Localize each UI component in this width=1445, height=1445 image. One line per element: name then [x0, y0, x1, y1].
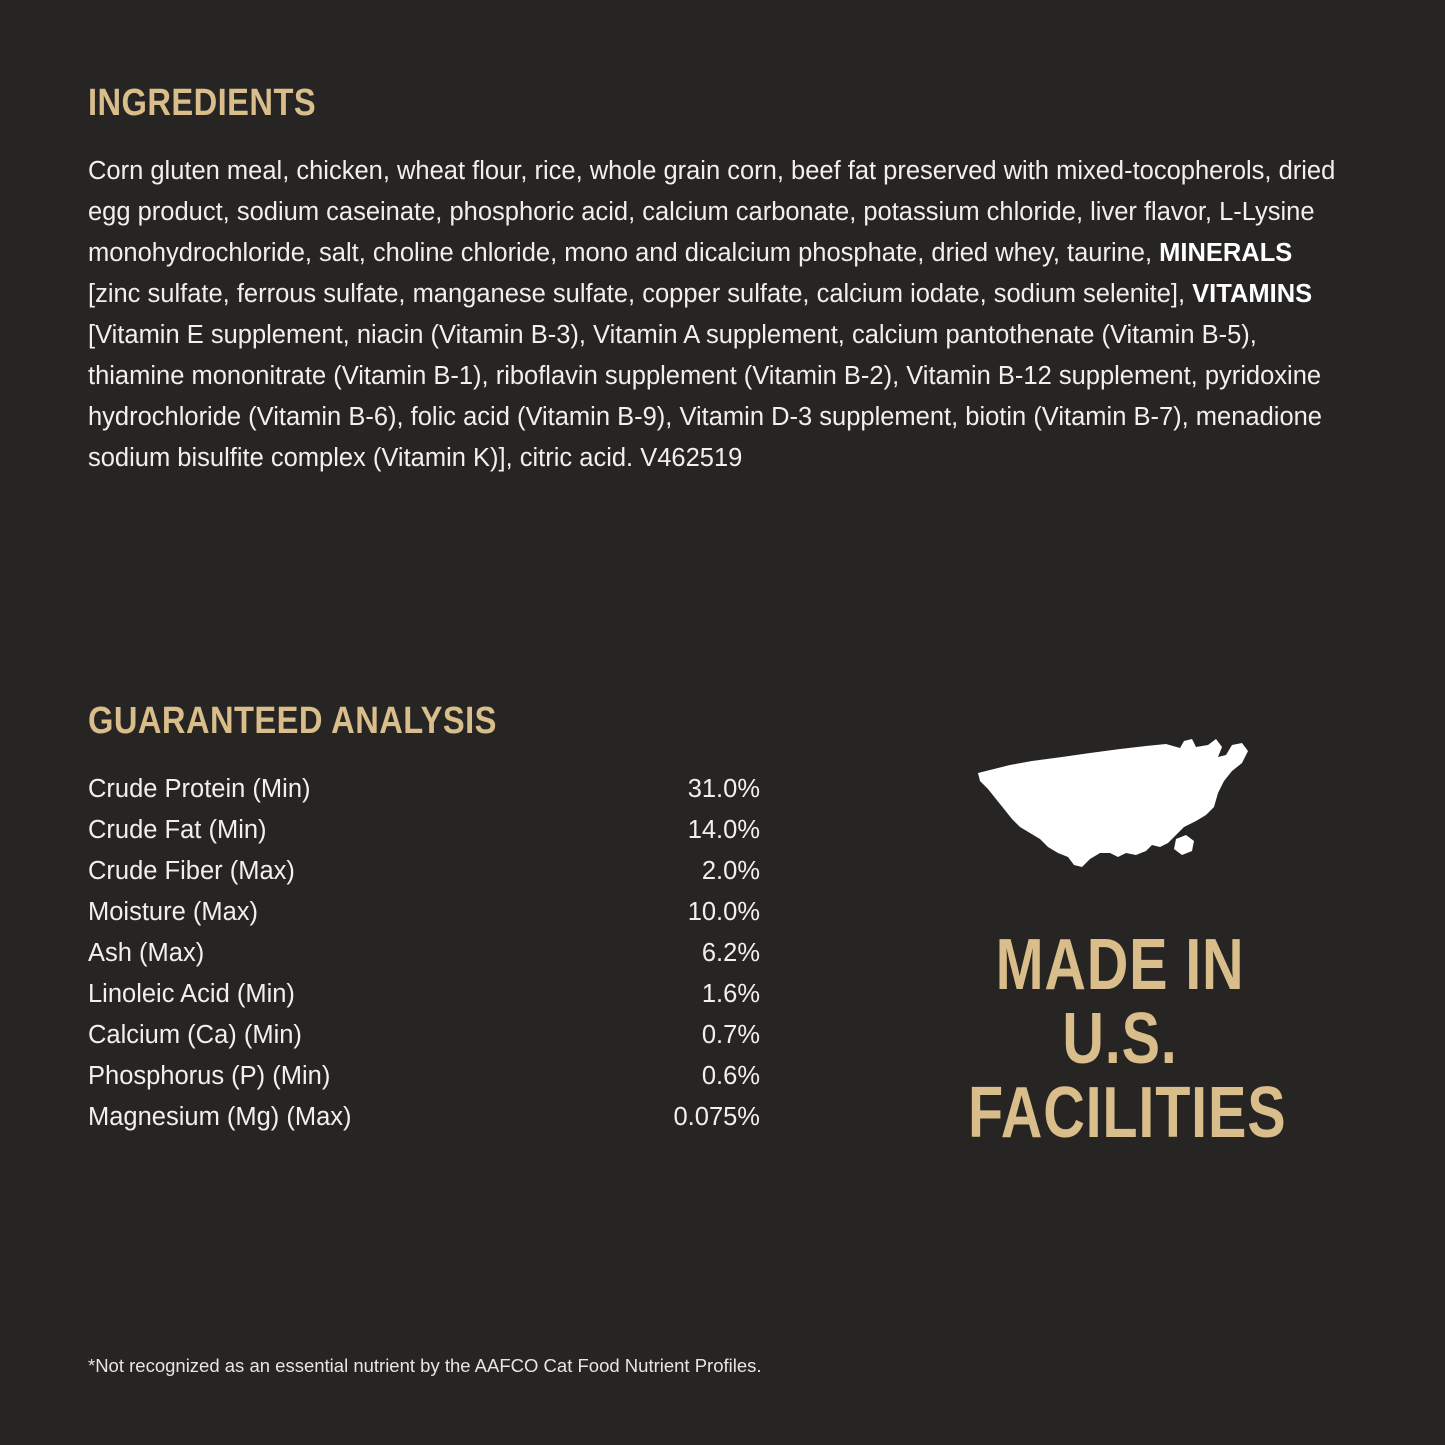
table-row	[88, 974, 760, 1015]
ingredients-body	[88, 151, 1348, 479]
made-in-line-2: U.S.	[1062, 999, 1178, 1079]
guaranteed-analysis-table	[88, 769, 760, 1138]
nutrient-label: Crude Fat (Min)	[88, 816, 267, 844]
guaranteed-analysis-heading: GUARANTEED ANALYSIS	[88, 700, 497, 742]
nutrient-label: Moisture (Max)	[88, 898, 259, 926]
nutrient-value: 0.7%	[701, 1021, 760, 1049]
table-row	[88, 892, 760, 933]
table-row	[88, 769, 760, 810]
nutrient-value: 2.0%	[701, 857, 760, 885]
nutrient-label: Magnesium (Mg) (Max)	[88, 1103, 352, 1131]
table-row	[88, 933, 760, 974]
nutrient-label: Linoleic Acid (Min)	[88, 980, 295, 1008]
nutrient-value: 0.075%	[673, 1103, 760, 1131]
made-in-line-1: MADE IN	[995, 925, 1245, 1005]
nutrient-label: Phosphorus (P) (Min)	[88, 1062, 331, 1090]
table-row	[88, 1097, 760, 1138]
nutrient-value: 14.0%	[687, 816, 760, 844]
made-in-us-badge	[930, 735, 1310, 1153]
nutrient-label: Crude Protein (Min)	[88, 775, 311, 803]
table-row	[88, 851, 760, 892]
guaranteed-analysis-section	[88, 700, 778, 1138]
nutrient-value: 31.0%	[687, 775, 760, 803]
nutrient-label: Ash (Max)	[88, 939, 205, 967]
ingredients-text-part-2: [zinc sulfate, ferrous sulfate, manganese sulfate, copper sulfate, calcium iodate, sodium selenite],	[88, 280, 1193, 308]
nutrient-value: 1.6%	[701, 980, 760, 1008]
ingredients-text-part-1: Corn gluten meal, chicken, wheat flour, rice, whole grain corn, beef fat preserved with mixed-tocopherols, dried egg product, sodium caseinate, phosphoric acid, calcium carbonate, potassium chloride, liver flavor, L-Lysine monohydrochloride, salt, choline chloride, mono and dicalcium phosphate, dried whey, taurine,	[88, 157, 1336, 267]
table-row	[88, 1056, 760, 1097]
table-row	[88, 1015, 760, 1056]
made-in-line-3: FACILITIES	[968, 1073, 1287, 1153]
usa-map-icon	[970, 735, 1270, 910]
nutrient-value: 10.0%	[687, 898, 760, 926]
ingredients-vitamins-label: VITAMINS	[1192, 280, 1313, 308]
ingredients-minerals-label: MINERALS	[1159, 239, 1293, 267]
nutrient-value: 6.2%	[701, 939, 760, 967]
nutrient-value: 0.6%	[701, 1062, 760, 1090]
nutrient-label: Calcium (Ca) (Min)	[88, 1021, 302, 1049]
ingredients-section	[88, 82, 1348, 479]
ingredients-text-part-3: [Vitamin E supplement, niacin (Vitamin B-3), Vitamin A supplement, calcium pantothenate (Vitamin B-5), thiamine mononitrate (Vitamin B-1), riboflavin supplement (Vitamin B-2), Vitamin B-12 supplement, pyridoxine hydrochloride (Vitamin B-6), folic acid (Vitamin B-9), Vitamin D-3 supplement, biotin (Vitamin B-7), menadione sodium bisulfite complex (Vitamin K)], citric acid. V462519	[88, 321, 1322, 472]
nutrient-label: Crude Fiber (Max)	[88, 857, 295, 885]
ingredients-heading: INGREDIENTS	[88, 82, 317, 124]
footnote: *Not recognized as an essential nutrient by the AAFCO Cat Food Nutrient Profiles.	[88, 1355, 762, 1376]
table-row	[88, 810, 760, 851]
